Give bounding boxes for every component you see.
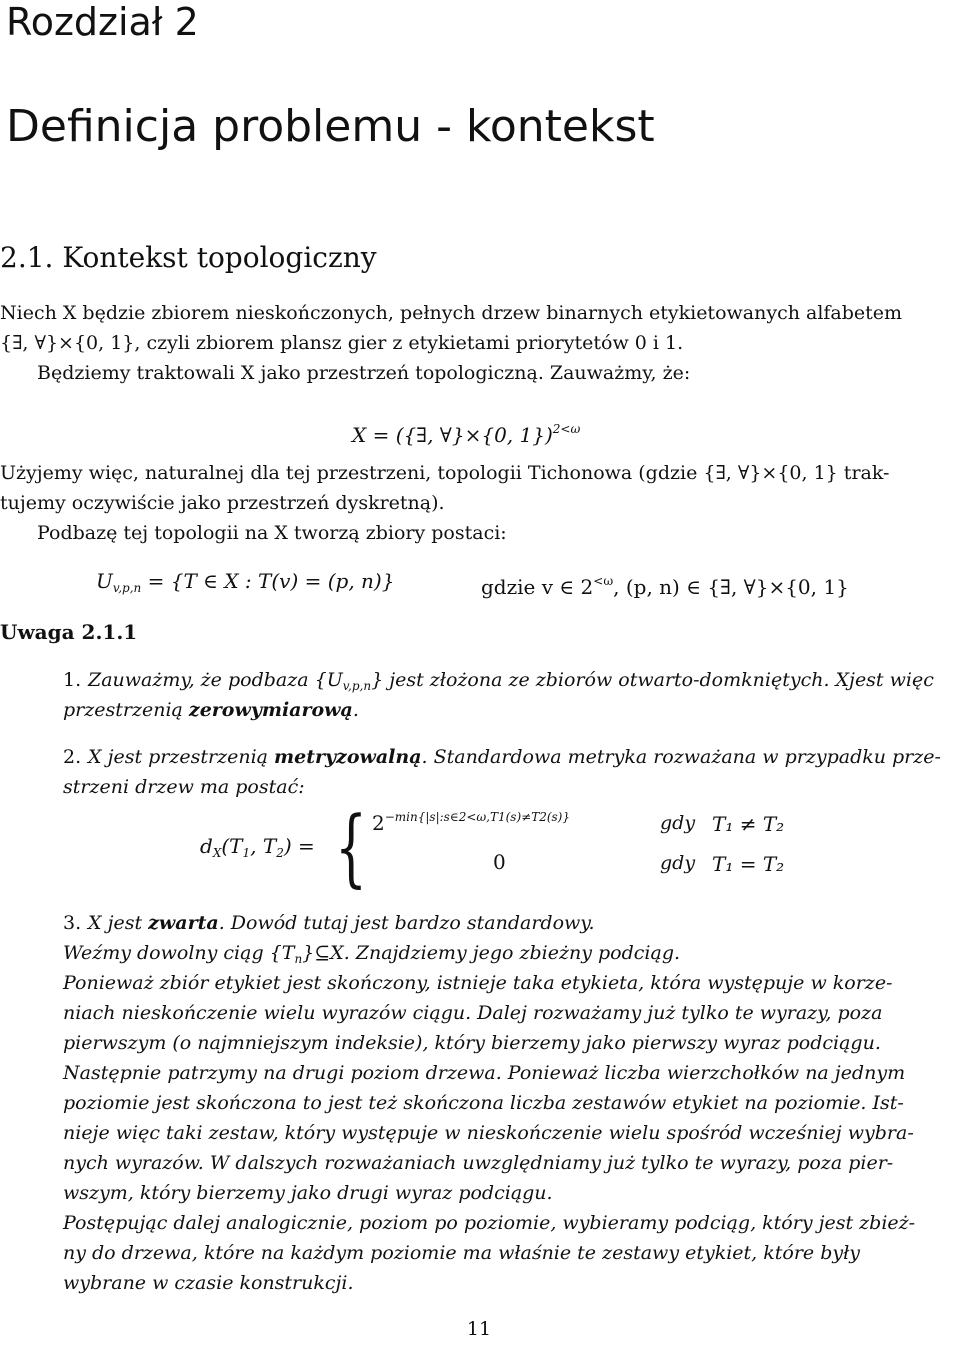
item-3-paragraph-line: ny do drzewa, które na każdym poziomie ma właśnie te zestawy etykiet, które były: [63, 1242, 860, 1264]
item-3-paragraph-line: poziomie jest skończona to jest też skończona liczba zestawów etykiet na poziomie. Ist-: [63, 1092, 904, 1114]
formula-u-condition: [481, 566, 849, 602]
metric-formula: [200, 798, 800, 896]
metric-lhs-mid: , T: [250, 834, 277, 858]
formula-u-set: = {T ∈ X : T(v) = (p, n)}: [141, 569, 395, 593]
metric-case-1-base: 2: [372, 811, 385, 835]
metric-case-1-value: [372, 810, 570, 835]
item-3-paragraph-line: Następnie patrzymy na drugi poziom drzewa. Ponieważ liczba wierzchołków na jednym: [63, 1062, 906, 1084]
formula-x-definition: [352, 414, 580, 450]
item-1-line-1-post: } jest złożona ze zbiorów otwarto-domkniętych. Xjest więc: [371, 669, 934, 691]
metric-case-1-exponent: −min{|s|:s∈2<ω,T1(s)≠T2(s)}: [384, 810, 570, 824]
item-3-line-2-post: }⊆X. Znajdziemy jego zbieżny podciąg.: [302, 942, 681, 964]
item-3-line-2-sub: n: [294, 952, 303, 966]
formula-u-subscript: v,p,n: [112, 581, 142, 595]
metric-case-2-condition: T₁ = T₂: [712, 852, 785, 876]
item-1-keyword: zerowymiarową: [188, 699, 353, 721]
metric-lhs-sub1: 1: [242, 846, 251, 860]
section-title: 2.1. Kontekst topologiczny: [0, 241, 377, 274]
metric-case-1-gdy: gdy: [660, 812, 696, 834]
chapter-title: Definicja problemu - kontekst: [6, 101, 655, 152]
metric-lhs-sub: X: [212, 846, 222, 860]
metric-lhs: [200, 834, 315, 860]
tichonov-line-2: tujemy oczywiście jako przestrzeń dyskretną).: [0, 492, 445, 514]
item-3-paragraph-line: nych wyrazów. W dalszych rozważaniach uwzględniamy już tylko te wyrazy, poza pier-: [63, 1152, 894, 1174]
intro-line-3: Będziemy traktowali X jako przestrzeń topologiczną. Zauważmy, że:: [37, 362, 691, 384]
formula-u-symbol: U: [96, 569, 113, 593]
metric-lhs-sub2: 2: [276, 846, 284, 860]
metric-brace: {: [335, 798, 368, 896]
item-3-paragraph-line: Ponieważ zbiór etykiet jest skończony, istnieje taka etykieta, która występuje w korze-: [63, 972, 893, 994]
formula-u-condition-sup: <ω: [593, 574, 614, 588]
item-1-line-2-post: .: [352, 699, 359, 721]
item-2-line-1: [88, 742, 958, 772]
item-1-line-2-pre: przestrzenią: [63, 699, 189, 721]
item-3-paragraph-line: pierwszym (o najmniejszym indeksie), który bierzemy jako pierwszy wyraz podciągu.: [63, 1032, 881, 1054]
metric-case-2-gdy: gdy: [660, 852, 696, 874]
item-3-paragraph-line: niach nieskończenie wielu wyrazów ciągu. Dalej rozważamy już tylko te wyrazy, poza: [63, 1002, 883, 1024]
formula-u-condition-post: , (p, n) ∈ {∃, ∀}×{0, 1}: [613, 575, 849, 599]
item-2-line-1-pre: X jest przestrzenią: [88, 746, 275, 768]
metric-case-1-condition: T₁ ≠ T₂: [712, 812, 785, 836]
metric-case-2-value: 0: [493, 850, 506, 874]
tichonov-line-3: Podbazę tej topologii na X tworzą zbiory postaci:: [37, 522, 507, 544]
formula-subbase: [96, 566, 849, 603]
item-3-paragraph-line: wybrane w czasie konstrukcji.: [63, 1272, 354, 1294]
formula-x-body: X = ({∃, ∀}×{0, 1}): [352, 423, 553, 447]
intro-line-2: {∃, ∀}×{0, 1}, czyli zbiorem plansz gier z etykietami priorytetów 0 i 1.: [0, 332, 684, 354]
item-1-line-2: [63, 695, 958, 725]
formula-u-condition-pre: gdzie v ∈ 2: [481, 575, 594, 599]
metric-lhs-end: ) =: [283, 834, 315, 858]
intro-line-1: Niech X będzie zbiorem nieskończonych, pełnych drzew binarnych etykietowanych alfabetem: [0, 302, 903, 324]
item-3-line-1: [88, 908, 958, 938]
item-3-paragraph-line: Postępując dalej analogicznie, poziom po poziomie, wybieramy podciąg, który jest zbież-: [63, 1212, 916, 1234]
tichonov-line-1: Użyjemy więc, naturalnej dla tej przestrzeni, topologii Tichonowa (gdzie {∃, ∀}×{0, 1} trak-: [0, 462, 890, 484]
item-1-line-1-sub: v,p,n: [342, 679, 372, 693]
item-3-number: 3.: [63, 912, 82, 934]
item-3-line-2-pre: Weźmy dowolny ciąg {T: [63, 942, 295, 964]
metric-lhs-post: (T: [221, 834, 243, 858]
page-number: 11: [466, 1318, 492, 1340]
item-2-line-1-post: . Standardowa metryka rozważana w przypadku prze-: [421, 746, 941, 768]
item-3-line-1-post: . Dowód tutaj jest bardzo standardowy.: [218, 912, 595, 934]
item-2-line-2: strzeni drzew ma postać:: [63, 776, 305, 798]
chapter-label: Rozdział 2: [6, 0, 199, 44]
formula-x-exponent: 2<ω: [552, 422, 581, 436]
item-1-number: 1.: [63, 669, 82, 691]
item-3-line-1-pre: X jest: [88, 912, 149, 934]
remark-label: Uwaga 2.1.1: [0, 620, 138, 644]
metric-lhs-d: d: [200, 834, 213, 858]
item-2-keyword: metryzowalną: [274, 746, 422, 768]
item-1-line-1-pre: Zauważmy, że podbaza {U: [88, 669, 343, 691]
item-3-keyword: zwarta: [148, 912, 219, 934]
item-3-paragraph-line: wszym, który bierzemy jako drugi wyraz podciągu.: [63, 1182, 553, 1204]
item-2-number: 2.: [63, 746, 82, 768]
item-3-paragraph-line: nieje więc taki zestaw, który występuje w nieskończenie wielu spośród wcześniej wybra-: [63, 1122, 914, 1144]
